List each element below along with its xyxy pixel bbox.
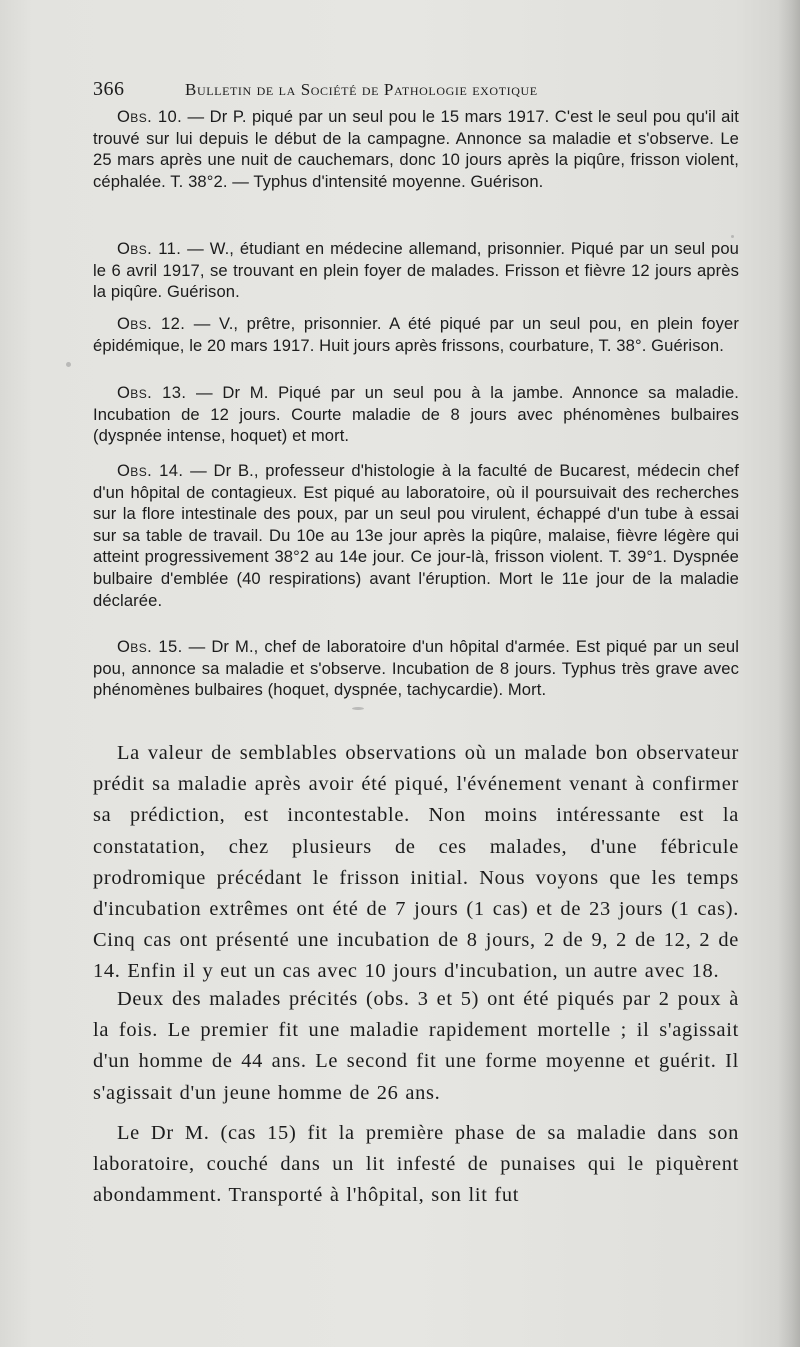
body-paragraph-1: La valeur de semblables observations où un malade bon observateur prédit sa maladie après avoir été piqué, l'événement venant à confirmer sa prédiction, est incontestable. Non moins intéressante est la constatation, chez plusieurs de ces malades, d'une fébricule prodromique précédant le frisson initial. Nous voyons que les temps d'incubation extrêmes ont été de 7 jours (1 cas) et de 23 jours (1 cas). Cinq cas ont présenté une incubation de 8 jours, 2 de 9, 2 de 12, 2 de 14. Enfin il y eut un cas avec 10 jours d'incubation, un autre avec 18. (93, 742, 739, 983)
observation-text: — Dr M., chef de laboratoire d'un hôpital d'armée. Est piqué par un seul pou, annonce sa maladie et s'observe. Incubation de 8 jours. Typhus très grave avec phénomènes bulbaires (hoquet, dyspnée, tachycardie). Mort. (93, 637, 739, 700)
observation-text: — V., prêtre, prisonnier. A été piqué par un seul pou, en plein foyer épidémique, le 20 mars 1917. Huit jours après frissons, courbature, T. 38°. Guérison. (93, 314, 739, 355)
page-header (93, 74, 653, 104)
page-edge-shadow (778, 0, 800, 1347)
observation-label: Obs. 10. (117, 107, 183, 126)
observation-label: Obs. 13. (117, 383, 187, 402)
observation-15 (93, 636, 739, 701)
running-title: Bulletin de la Société de Pathologie exotique (185, 80, 538, 99)
observation-text: — W., étudiant en médecine allemand, prisonnier. Piqué par un seul pou le 6 avril 1917, se trouvant en plein foyer de malades. Frisson et fièvre 12 jours après la piqûre. Guérison. (93, 239, 740, 302)
observation-label: Obs. 12. (117, 314, 186, 333)
observation-13 (93, 382, 739, 447)
observation-label: Obs. 14. (117, 461, 184, 480)
observation-text: — Dr M. Piqué par un seul pou à la jambe. Annonce sa maladie. Incubation de 12 jours. Courte maladie de 8 jours avec phénomènes bulbaires (dyspnée intense, hoquet) et mort. (93, 383, 739, 446)
page-number: 366 (93, 78, 125, 100)
body-paragraph-3: Le Dr M. (cas 15) fit la première phase de sa maladie dans son laboratoire, couché dans un lit infesté de punaises qui le piquèrent abondamment. Transporté à l'hôpital, son lit fut (93, 1122, 739, 1207)
observation-11 (93, 238, 739, 303)
observation-text: — Dr P. piqué par un seul pou le 15 mars 1917. C'est le seul pou qu'il ait trouvé sur lui depuis le début de la campagne. Annonce sa maladie et s'observe. Le 25 mars après une nuit de cauchemars, donc 10 jours après la piqûre, frisson violent, céphalée. T. 38°2. — Typhus d'intensité moyenne. Guérison. (93, 107, 739, 191)
ink-speck (731, 235, 734, 238)
observation-text: — Dr B., professeur d'histologie à la faculté de Bucarest, médecin chef d'un hôpital de contagieux. Est piqué au laboratoire, où il poursuivait des recherches sur la flore intestinale des poux, par un seul pou virulent, échappé d'un tube à essai sur sa table de travail. Du 10e au 13e jour après la piqûre, malaise, fièvre légère qui atteint progressivement 38°2 au 14e jour. Ce jour-là, frisson violent. T. 39°1. Dyspnée bulbaire d'emblée (40 respirations) avant l'éruption. Mort le 11e jour de la maladie déclarée. (93, 461, 739, 610)
observation-label: Obs. 11. (117, 239, 182, 258)
observation-14 (93, 460, 739, 611)
body-paragraph-2: Deux des malades précités (obs. 3 et 5) ont été piqués par 2 poux à la fois. Le premier fit une maladie rapidement mortelle ; il s'agissait d'un homme de 44 ans. Le second fit une forme moyenne et guérit. Il s'agissait d'un jeune homme de 26 ans. (93, 988, 739, 1104)
observation-10 (93, 106, 739, 192)
observation-label: Obs. 15. (117, 637, 183, 656)
ink-speck (66, 362, 71, 367)
observation-12 (93, 313, 739, 356)
ink-speck (352, 707, 364, 710)
